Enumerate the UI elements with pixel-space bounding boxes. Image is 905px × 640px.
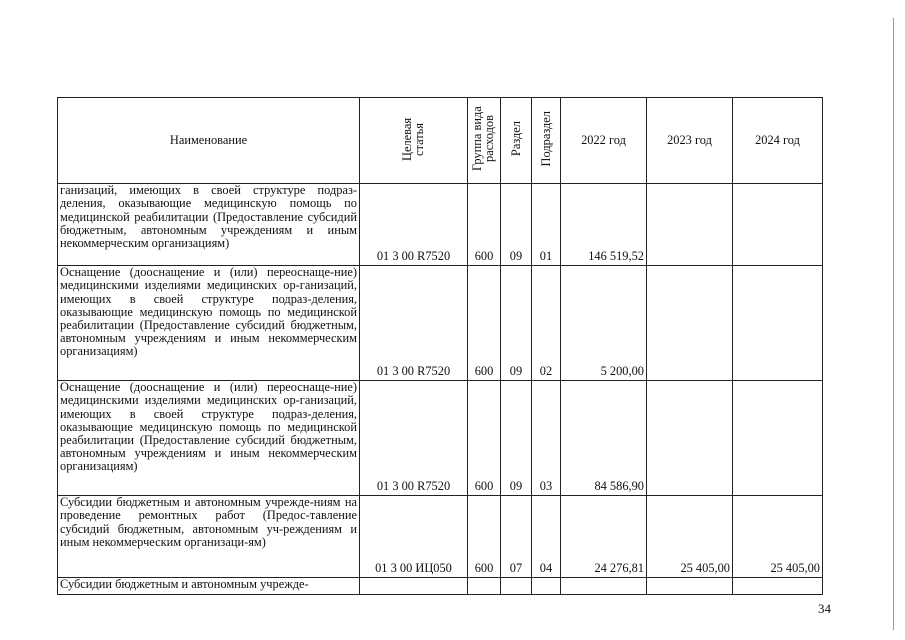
row-amount-2023 [647, 184, 733, 266]
scan-edge-line [893, 18, 894, 630]
row-target-article: 01 3 00 R7520 [360, 381, 468, 496]
header-name: Наименование [58, 98, 360, 184]
row-name: Субсидии бюджетным и автономным учрежде-ниям на проведение ремонтных работ (Предос-тавление субсидий бюджетным, автономным уч-реждениям и иным некоммерческим организаци-ям) [58, 496, 360, 578]
row-subsection: 02 [532, 266, 561, 381]
row-section: 09 [501, 184, 532, 266]
row-name: Субсидии бюджетным и автономным учрежде- [58, 578, 360, 595]
row-subsection: 04 [532, 496, 561, 578]
row-amount-2024 [733, 381, 823, 496]
budget-table [57, 97, 823, 595]
header-section: Раздел [501, 98, 532, 184]
row-section [501, 578, 532, 595]
row-expense-group [468, 578, 501, 595]
row-amount-2024: 25 405,00 [733, 496, 823, 578]
header-target-article: Целевая статья [360, 98, 468, 184]
row-amount-2023: 25 405,00 [647, 496, 733, 578]
table-row [58, 184, 823, 266]
row-amount-2022: 24 276,81 [561, 496, 647, 578]
row-target-article [360, 578, 468, 595]
row-amount-2022: 146 519,52 [561, 184, 647, 266]
row-amount-2022: 84 586,90 [561, 381, 647, 496]
row-amount-2023 [647, 578, 733, 595]
table-row [58, 578, 823, 595]
row-target-article: 01 3 00 R7520 [360, 184, 468, 266]
row-name: Оснащение (дооснащение и (или) переоснаще-ние) медицинскими изделиями медицинских ор-ганизаций, имеющих в своей структуре подраз-деления, оказывающие медицинскую помощь по медицинской реабилитации (Предоставление субсидий бюджетным, автономным учреждениям и иным некоммерческим организациям) [58, 266, 360, 381]
row-expense-group: 600 [468, 496, 501, 578]
header-subsection: Подраздел [532, 98, 561, 184]
row-amount-2022 [561, 578, 647, 595]
row-amount-2024 [733, 578, 823, 595]
row-expense-group: 600 [468, 381, 501, 496]
row-section: 07 [501, 496, 532, 578]
row-subsection: 03 [532, 381, 561, 496]
row-subsection [532, 578, 561, 595]
row-amount-2023 [647, 266, 733, 381]
row-expense-group: 600 [468, 266, 501, 381]
row-amount-2023 [647, 381, 733, 496]
table-row [58, 266, 823, 381]
row-amount-2024 [733, 184, 823, 266]
row-subsection: 01 [532, 184, 561, 266]
row-amount-2024 [733, 266, 823, 381]
row-section: 09 [501, 266, 532, 381]
row-name: ганизаций, имеющих в своей структуре подраз-деления, оказывающие медицинскую помощь по медицинской реабилитации (Предоставление субсидий бюджетным, автономным учреждениям и иным некоммерческим организациям) [58, 184, 360, 266]
table-row [58, 381, 823, 496]
row-target-article: 01 3 00 ИЦ050 [360, 496, 468, 578]
row-expense-group: 600 [468, 184, 501, 266]
header-expense-group: Группа вида расходов [468, 98, 501, 184]
row-section: 09 [501, 381, 532, 496]
page-number: 34 [818, 601, 831, 616]
header-year-2023: 2023 год [647, 98, 733, 184]
row-name: Оснащение (дооснащение и (или) переоснаще-ние) медицинскими изделиями медицинских ор-ганизаций, имеющих в своей структуре подраз-деления, оказывающие медицинскую помощь по медицинской реабилитации (Предоставление субсидий бюджетным, автономным учреждениям и иным некоммерческим организациям) [58, 381, 360, 496]
header-year-2024: 2024 год [733, 98, 823, 184]
table-header-row [58, 98, 823, 184]
row-target-article: 01 3 00 R7520 [360, 266, 468, 381]
row-amount-2022: 5 200,00 [561, 266, 647, 381]
header-year-2022: 2022 год [561, 98, 647, 184]
table-row [58, 496, 823, 578]
